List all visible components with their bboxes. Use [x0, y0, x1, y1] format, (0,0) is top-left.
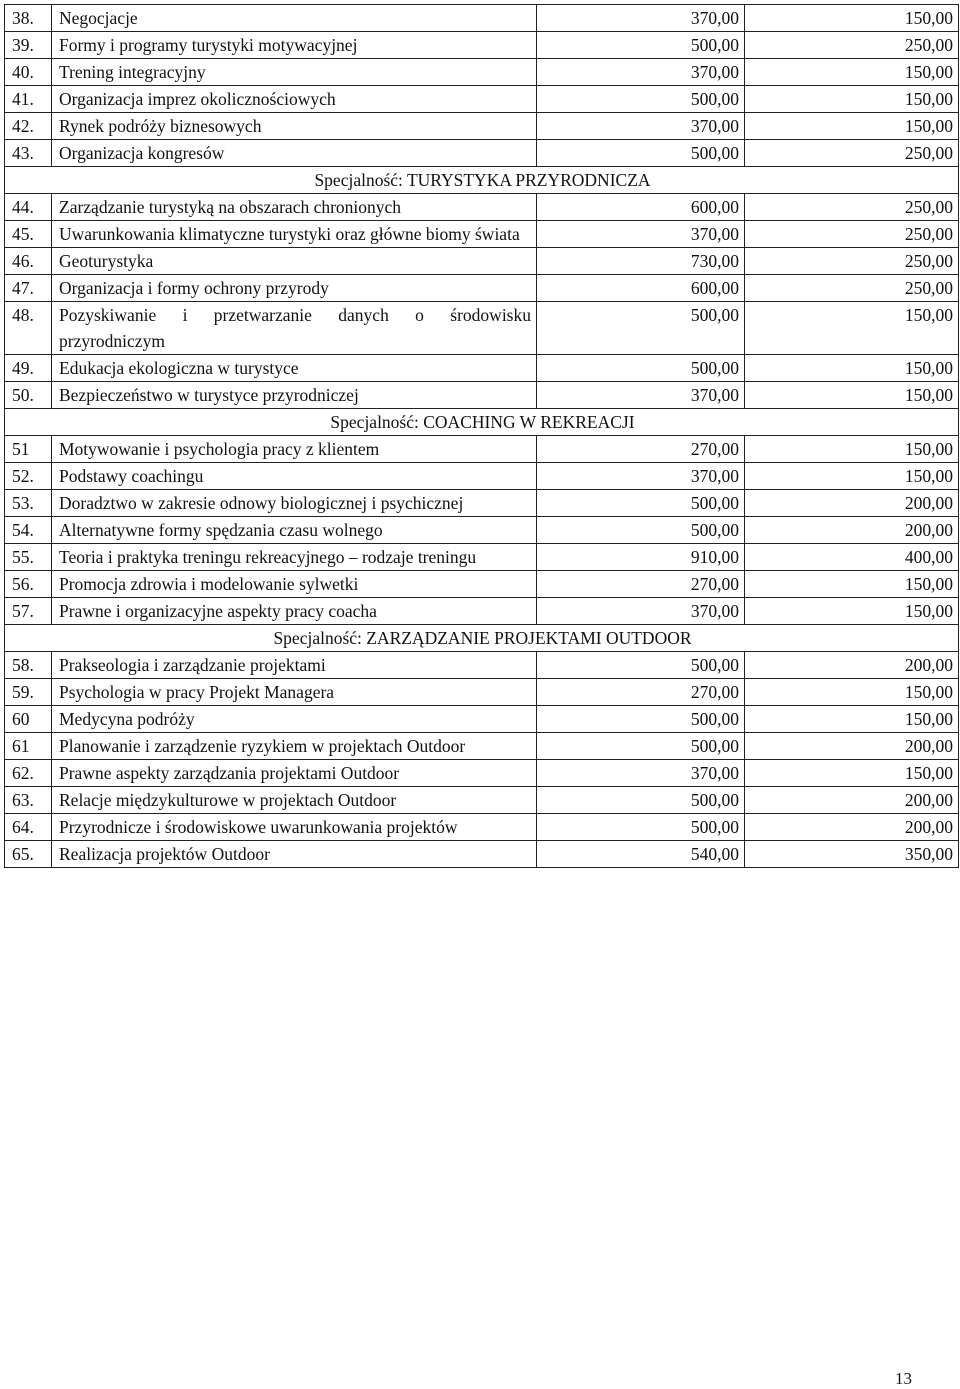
fee-value-2: 150,00	[745, 571, 959, 598]
fee-value-2: 150,00	[745, 113, 959, 140]
fee-value-2: 150,00	[745, 760, 959, 787]
fee-value-1: 500,00	[537, 517, 745, 544]
table-row	[5, 679, 959, 706]
table-row	[5, 706, 959, 733]
row-number: 52.	[5, 463, 52, 490]
course-name: Organizacja imprez okolicznościowych	[52, 86, 537, 113]
fee-value-1: 540,00	[537, 841, 745, 868]
fee-value-2: 350,00	[745, 841, 959, 868]
fee-value-1: 370,00	[537, 113, 745, 140]
row-number: 44.	[5, 194, 52, 221]
fee-value-2: 150,00	[745, 59, 959, 86]
course-name: Prawne aspekty zarządzania projektami Outdoor	[52, 760, 537, 787]
course-name: Planowanie i zarządzenie ryzykiem w projektach Outdoor	[52, 733, 537, 760]
fee-value-2: 150,00	[745, 5, 959, 32]
fee-value-1: 600,00	[537, 275, 745, 302]
table-row	[5, 113, 959, 140]
table-row	[5, 760, 959, 787]
row-number: 63.	[5, 787, 52, 814]
fee-value-2: 150,00	[745, 382, 959, 409]
row-number: 48.	[5, 302, 52, 355]
course-name: Organizacja kongresów	[52, 140, 537, 167]
course-name: Przyrodnicze i środowiskowe uwarunkowania projektów	[52, 814, 537, 841]
course-name: Zarządzanie turystyką na obszarach chronionych	[52, 194, 537, 221]
fee-value-2: 250,00	[745, 194, 959, 221]
fee-value-2: 150,00	[745, 598, 959, 625]
row-number: 39.	[5, 32, 52, 59]
fee-value-1: 500,00	[537, 490, 745, 517]
fee-value-1: 270,00	[537, 436, 745, 463]
row-number: 50.	[5, 382, 52, 409]
table-row	[5, 787, 959, 814]
fee-value-2: 150,00	[745, 86, 959, 113]
course-name: Bezpieczeństwo w turystyce przyrodniczej	[52, 382, 537, 409]
row-number: 38.	[5, 5, 52, 32]
row-number: 46.	[5, 248, 52, 275]
course-name: Trening integracyjny	[52, 59, 537, 86]
fee-value-2: 200,00	[745, 517, 959, 544]
fee-value-1: 370,00	[537, 5, 745, 32]
course-name: Relacje międzykulturowe w projektach Outdoor	[52, 787, 537, 814]
fee-value-2: 250,00	[745, 32, 959, 59]
row-number: 60	[5, 706, 52, 733]
row-number: 58.	[5, 652, 52, 679]
fee-value-2: 250,00	[745, 140, 959, 167]
fee-value-1: 270,00	[537, 679, 745, 706]
table-row	[5, 544, 959, 571]
fee-value-1: 500,00	[537, 140, 745, 167]
course-name: Podstawy coachingu	[52, 463, 537, 490]
course-name: Pozyskiwanie i przetwarzanie danych o środowisku przyrodniczym	[52, 302, 537, 355]
course-name: Organizacja i formy ochrony przyrody	[52, 275, 537, 302]
fee-value-1: 500,00	[537, 652, 745, 679]
fee-value-2: 200,00	[745, 490, 959, 517]
fee-value-1: 730,00	[537, 248, 745, 275]
row-number: 54.	[5, 517, 52, 544]
course-name: Psychologia w pracy Projekt Managera	[52, 679, 537, 706]
fee-value-2: 250,00	[745, 221, 959, 248]
fee-value-1: 600,00	[537, 194, 745, 221]
course-name: Alternatywne formy spędzania czasu wolnego	[52, 517, 537, 544]
table-row	[5, 841, 959, 868]
row-number: 42.	[5, 113, 52, 140]
fee-value-1: 370,00	[537, 382, 745, 409]
course-name: Uwarunkowania klimatyczne turystyki oraz główne biomy świata	[52, 221, 537, 248]
fee-value-2: 150,00	[745, 302, 959, 355]
row-number: 43.	[5, 140, 52, 167]
table-row	[5, 517, 959, 544]
row-number: 47.	[5, 275, 52, 302]
row-number: 64.	[5, 814, 52, 841]
course-name: Prawne i organizacyjne aspekty pracy coacha	[52, 598, 537, 625]
fee-value-2: 150,00	[745, 706, 959, 733]
table-row	[5, 194, 959, 221]
row-number: 62.	[5, 760, 52, 787]
fee-value-1: 500,00	[537, 86, 745, 113]
fee-value-2: 150,00	[745, 355, 959, 382]
course-name: Medycyna podróży	[52, 706, 537, 733]
table-row	[5, 463, 959, 490]
fee-value-1: 500,00	[537, 787, 745, 814]
fee-value-2: 150,00	[745, 436, 959, 463]
table-row	[5, 814, 959, 841]
fee-value-2: 200,00	[745, 787, 959, 814]
table-row	[5, 221, 959, 248]
fee-value-2: 200,00	[745, 733, 959, 760]
section-header	[5, 625, 959, 652]
fee-value-1: 270,00	[537, 571, 745, 598]
row-number: 65.	[5, 841, 52, 868]
table-row	[5, 5, 959, 32]
fees-table	[4, 4, 959, 868]
row-number: 57.	[5, 598, 52, 625]
row-number: 61	[5, 733, 52, 760]
fee-value-1: 500,00	[537, 302, 745, 355]
fee-value-2: 400,00	[745, 544, 959, 571]
course-name: Realizacja projektów Outdoor	[52, 841, 537, 868]
fee-value-1: 500,00	[537, 814, 745, 841]
section-title: Specjalność: COACHING W REKREACJI	[330, 412, 635, 432]
section-header-row	[5, 167, 959, 194]
fee-value-1: 370,00	[537, 221, 745, 248]
course-name: Formy i programy turystyki motywacyjnej	[52, 32, 537, 59]
fee-value-1: 910,00	[537, 544, 745, 571]
fee-value-1: 370,00	[537, 760, 745, 787]
row-number: 45.	[5, 221, 52, 248]
row-number: 53.	[5, 490, 52, 517]
course-name: Negocjacje	[52, 5, 537, 32]
section-header-row	[5, 409, 959, 436]
course-name: Doradztwo w zakresie odnowy biologicznej i psychicznej	[52, 490, 537, 517]
fee-value-2: 200,00	[745, 652, 959, 679]
table-row	[5, 382, 959, 409]
course-name: Edukacja ekologiczna w turystyce	[52, 355, 537, 382]
table-row	[5, 86, 959, 113]
section-header-row	[5, 625, 959, 652]
section-title: Specjalność: ZARZĄDZANIE PROJEKTAMI OUTDOOR	[273, 628, 692, 648]
section-header	[5, 167, 959, 194]
fee-value-1: 500,00	[537, 706, 745, 733]
row-number: 55.	[5, 544, 52, 571]
fee-value-1: 370,00	[537, 463, 745, 490]
table-row	[5, 436, 959, 463]
table-row	[5, 32, 959, 59]
course-name: Promocja zdrowia i modelowanie sylwetki	[52, 571, 537, 598]
table-row	[5, 490, 959, 517]
table-row	[5, 140, 959, 167]
table-row	[5, 571, 959, 598]
section-title: Specjalność: TURYSTYKA PRZYRODNICZA	[314, 170, 651, 190]
table-row	[5, 598, 959, 625]
table-row	[5, 248, 959, 275]
fee-value-1: 370,00	[537, 598, 745, 625]
fee-value-1: 370,00	[537, 59, 745, 86]
course-name: Prakseologia i zarządzanie projektami	[52, 652, 537, 679]
table-row	[5, 59, 959, 86]
fee-value-2: 150,00	[745, 463, 959, 490]
table-row	[5, 733, 959, 760]
table-row	[5, 302, 959, 355]
row-number: 59.	[5, 679, 52, 706]
section-header	[5, 409, 959, 436]
fee-value-2: 200,00	[745, 814, 959, 841]
row-number: 49.	[5, 355, 52, 382]
row-number: 51	[5, 436, 52, 463]
fee-value-2: 250,00	[745, 275, 959, 302]
fee-value-1: 500,00	[537, 355, 745, 382]
course-name: Teoria i praktyka treningu rekreacyjnego – rodzaje treningu	[52, 544, 537, 571]
fee-value-1: 500,00	[537, 32, 745, 59]
table-row	[5, 652, 959, 679]
fees-table-body	[5, 5, 959, 868]
row-number: 40.	[5, 59, 52, 86]
fee-value-2: 250,00	[745, 248, 959, 275]
course-name: Geoturystyka	[52, 248, 537, 275]
fee-value-1: 500,00	[537, 733, 745, 760]
table-row	[5, 275, 959, 302]
fee-value-2: 150,00	[745, 679, 959, 706]
row-number: 41.	[5, 86, 52, 113]
row-number: 56.	[5, 571, 52, 598]
course-name: Rynek podróży biznesowych	[52, 113, 537, 140]
table-row	[5, 355, 959, 382]
course-name: Motywowanie i psychologia pracy z klientem	[52, 436, 537, 463]
page-number: 13	[895, 1369, 912, 1388]
